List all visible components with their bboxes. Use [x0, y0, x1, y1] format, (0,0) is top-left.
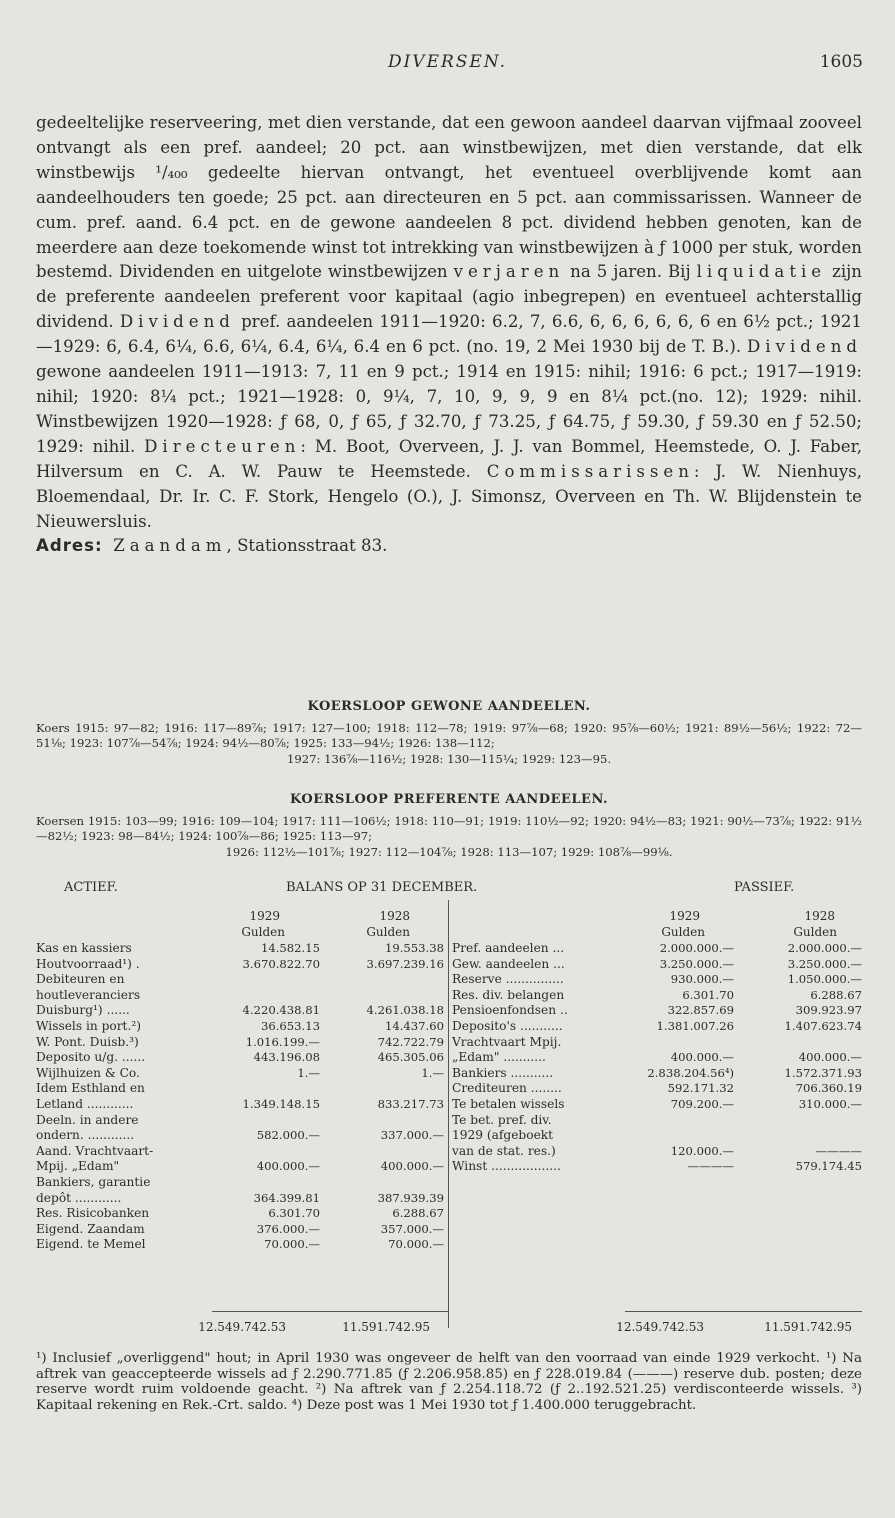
- passief-value-1929: 2.838.204.56⁴): [647, 1065, 734, 1080]
- actief-row: [36, 1144, 446, 1160]
- passief-value-1928: ————: [815, 1143, 862, 1158]
- actief-value-1929: 364.399.81: [253, 1190, 320, 1205]
- passief-row: [452, 1081, 862, 1097]
- actief-label: Duisburg¹) ......: [36, 1003, 130, 1018]
- actief-table: [36, 941, 446, 1253]
- actief-value-1928: 357.000.—: [380, 1221, 444, 1236]
- passief-value-1929: 1.381.007.26: [656, 1018, 734, 1033]
- actief-value-1928: 465.305.06: [377, 1050, 444, 1065]
- actief-label: Eigend. te Memel: [36, 1237, 146, 1252]
- actief-label: Deeln. in andere: [36, 1112, 139, 1127]
- actief-total-a: 12.549.742.53: [198, 1320, 286, 1334]
- actief-row: [36, 1113, 446, 1129]
- passief-value-1929: 3.250.000.—: [659, 956, 734, 971]
- koersloop-gewone-title: KOERSLOOP GEWONE AANDEELEN.: [307, 699, 591, 714]
- actief-value-1928: 4.261.038.18: [366, 1003, 444, 1018]
- koersloop-preferente: [36, 792, 862, 860]
- body-segment: : J. W. Nienhuys, Bloemendaal, Dr. Ir. C. F. Stork, Hengelo (O.), J. Simonsz, Overveen en Th. W. Blijdenstein te Nieuwersluis.: [36, 461, 862, 531]
- actief-value-1929: 70.000.—: [264, 1237, 320, 1252]
- actief-row: [36, 1081, 446, 1097]
- passief-value-1928: 400.000.—: [798, 1050, 862, 1065]
- passief-value-1928: 310.000.—: [798, 1096, 862, 1111]
- actief-label: Mpij. „Edam": [36, 1159, 120, 1174]
- body-paragraph: gedeeltelijke reserveering, met dien verstande, dat een gewoon aandeel daarvan vijfmaal zooveel ontvangt als een pref. aandeel; 20 pct. aan winstbewijzen, met dien verstande, dat elk winstbewijs ¹/₄₀₀ gedeelte hiervan ontvangt, het eventueel overblijvende komt aan aandeelhouders ten goede; 25 pct. aan directeuren en 5 pct. aan commissarissen. Wanneer de cum. pref. aand. 6.4 pct. en de gewone aandeelen 8 pct. dividend hebben genoten, kan de meerdere aan deze toekomende winst tot intrekking van winstbewijzen à ƒ 1000 per stuk, worden bestemd. Dividenden en uitgelote winstbewijzen verjaren na 5 jaren. Bij liquidatie zijn de preferente aandeelen preferent voor kapitaal (agio inbegrepen) en eventueel achterstallig dividend. Dividend pref. aandeelen 1911—1920: 6.2, 7, 6.6, 6, 6, 6, 6, 6, 6 en 6½ pct.; 1921—1929: 6, 6.4, 6¼, 6.6, 6¼, 6.4, 6¼, 6.4 en 6 pct. (no. 19, 2 Mei 1930 bij de T. B.). Dividend gewone aandeelen 1911—1913: 7, 11 en 9 pct.; 1914 en 1915: nihil; 1916: 6 pct.; 1917—1919: nihil; 1920: 8¼ pct.; 1921—1928: 0, 9¼, 7, 10, 9, 9, 9 en 8¼ pct.(no. 12); 1929: nihil. Winstbewijzen 1920—1928: ƒ 68, 0, ƒ 65, ƒ 32.70, ƒ 73.25, ƒ 64.75, ƒ 59.30, ƒ 59.30 en ƒ 52.50; 1929: nihil. Directeuren: M. Boot, Overveen, J. J. van Bommel, Heemstede, O. J. Faber, Hilversum en C. A. W. Pauw te Heemstede. Commissarissen: J. W. Nienhuys, Bloemendaal, Dr. Ir. C. F. Stork, Hengelo (O.), J. Simonsz, Overveen en Th. W. Blijdenstein te Nieuwersluis. Adres: Zaandam, Stationsstraat 83.: [36, 113, 862, 556]
- passief-total-b: 11.591.742.95: [764, 1320, 852, 1334]
- balance-title: BALANS OP 31 DECEMBER.: [286, 880, 478, 895]
- passief-row: [452, 988, 862, 1004]
- actief-label: depôt ............: [36, 1190, 122, 1205]
- actief-value-1928: 3.697.239.16: [366, 956, 444, 971]
- actief-value-1928: 833.217.73: [377, 1096, 444, 1111]
- passief-value-1929: 322.857.69: [667, 1003, 734, 1018]
- actief-row: [36, 1097, 446, 1113]
- actief-row: [36, 1222, 446, 1238]
- passief-value-1928: 6.288.67: [810, 987, 862, 1002]
- passief-label: Pensioenfondsen ..: [452, 1003, 568, 1018]
- actief-row: [36, 1175, 446, 1191]
- body-segment: : M. Boot, Overveen, J. J. van Bommel, Heemstede, O. J. Faber, Hilversum en C. A. W. Pauw te Heemstede.: [36, 436, 862, 481]
- body-segment: gewone aandeelen 1911—1913: 7, 11 en 9 pct.; 1914 en 1915: nihil; 1916: 6 pct.; 1917—1919: nihil; 1920: 8¼ pct.; 1921—1928: 0, 9¼, 7, 10, 9, 9, 9 en 8¼ pct.(no. 12); 1929: nihil. Winstbewijzen 1920—1928: ƒ 68, 0, ƒ 65, ƒ 32.70, ƒ 73.25, ƒ 64.75, ƒ 59.30, ƒ 59.30 en ƒ 52.50; 1929: nihil.: [36, 362, 862, 456]
- actief-row: [36, 1159, 446, 1175]
- passief-label: Pref. aandeelen ...: [452, 941, 565, 955]
- actief-label: Wijlhuizen & Co.: [36, 1065, 140, 1080]
- passief-value-1928: 3.250.000.—: [787, 956, 862, 971]
- koersloop-pref-title: KOERSLOOP PREFERENTE AANDEELEN.: [289, 792, 609, 807]
- body-segment: gedeeltelijke reserveering, met dien verstande, dat een gewoon aandeel daarvan vijfmaal zooveel ontvangt als een pref. aandeel; 20 pct. aan winstbewijzen, met dien verstande, dat elk winstbewijs ¹/₄₀₀ gedeelte hiervan ontvangt, het eventueel overblijvende komt aan aandeelhouders ten goede; 25 pct. aan directeuren en 5 pct. aan commissarissen. Wanneer de cum. pref. aand. 6.4 pct. en de gewone aandeelen 8 pct. dividend hebben genoten, kan de meerdere aan deze toekomende winst tot intrekking van winstbewijzen à ƒ 1000 per stuk, worden bestemd. Dividenden en uitgelote winstbewijzen: [36, 113, 862, 282]
- footnotes: ¹) Inclusief „overliggend" hout; in April 1930 was ongeveer de helft van den voorraad van einde 1929 verkocht. ¹) Na aftrek van geaccepteerde wissels ad ƒ 2.290.771.85 (ƒ 2.206.958.85) en ƒ 228.019.84 (———) reserve dub. posten; deze reserve wordt ruim voldoende geacht. ²) Na aftrek van ƒ 2.254.118.72 (ƒ 2..192.521.25) verdisconteerde wissels. ³) Kapitaal rekening en Rek.-Crt. saldo. ⁴) Deze post was 1 Mei 1930 tot ƒ 1.400.000 teruggebracht.: [36, 1351, 862, 1413]
- actief-value-1928: 742.722.79: [377, 1034, 444, 1049]
- address-street: Stationsstraat 83.: [237, 536, 388, 556]
- actief-total-rule: [212, 1311, 448, 1312]
- actief-row: [36, 1191, 446, 1207]
- body-segment: Dividend: [746, 337, 862, 357]
- koersloop-gewone-last: 1927: 136⅞—116½; 1928: 130—115¼; 1929: 123—95.: [286, 751, 612, 766]
- passief-value-1929: ————: [687, 1159, 734, 1174]
- passief-row: [452, 972, 862, 988]
- passief-row: [452, 1050, 862, 1066]
- actief-value-1929: 6.301.70: [268, 1206, 320, 1221]
- actief-label: Eigend. Zaandam: [36, 1221, 145, 1236]
- passief-label: Winst ..................: [452, 1159, 561, 1174]
- passief-table: [452, 941, 862, 1175]
- passief-label: 1929 (afgeboekt: [452, 1128, 554, 1143]
- actief-value-1929: 443.196.08: [253, 1050, 320, 1065]
- actief-value-1928: 19.553.38: [384, 941, 444, 955]
- passief-value-1929: 400.000.—: [670, 1050, 734, 1065]
- passief-label: Gew. aandeelen ...: [452, 956, 565, 971]
- actief-row: [36, 1019, 446, 1035]
- passief-label: Reserve ...............: [452, 972, 564, 987]
- actief-year-b: 1928: [379, 909, 410, 923]
- passief-value-1929: 592.171.32: [667, 1081, 734, 1096]
- actief-value-1928: 400.000.—: [380, 1159, 444, 1174]
- actief-label: Houtvoorraad¹) .: [36, 956, 140, 971]
- body-segment: verjaren: [453, 262, 565, 282]
- passief-row: [452, 1159, 862, 1175]
- passief-row: [452, 1144, 862, 1160]
- passief-label: van de stat. res.): [452, 1143, 556, 1158]
- passief-label: „Edam" ...........: [452, 1050, 546, 1065]
- passief-label: Te betalen wissels: [452, 1096, 565, 1111]
- actief-row: [36, 1035, 446, 1051]
- actief-label: ACTIEF.: [64, 880, 118, 895]
- passief-row: [452, 1003, 862, 1019]
- actief-row: [36, 988, 446, 1004]
- passief-label: Res. div. belangen: [452, 987, 565, 1002]
- passief-value-1928: 2.000.000.—: [787, 941, 862, 955]
- actief-value-1929: 1.016.199.—: [245, 1034, 320, 1049]
- address-label: Adres:: [36, 536, 103, 556]
- passief-value-1929: 6.301.70: [682, 987, 734, 1002]
- passief-value-1929: 930.000.—: [670, 972, 734, 987]
- passief-label: Deposito's ...........: [452, 1018, 563, 1033]
- passief-row: [452, 957, 862, 973]
- koersloop-pref-last: 1926: 112½—101⅞; 1927: 112—104⅞; 1928: 113—107; 1929: 108⅞—99⅛.: [225, 844, 673, 859]
- actief-value-1928: 70.000.—: [388, 1237, 444, 1252]
- passief-year-b: 1928: [804, 909, 835, 923]
- koersloop-pref-text: Koersen 1915: 103—99; 1916: 109—104; 1917: 111—106½; 1918: 110—91; 1919: 110½—92; 1920: 94½—83; 1921: 90½—73⅞; 1922: 91½—82½; 1923: 98—84½; 1924: 100⅞—86; 1925: 113—97;: [36, 813, 862, 844]
- running-title: DIVERSEN.: [387, 52, 508, 72]
- actief-row: [36, 1003, 446, 1019]
- actief-value-1929: 3.670.822.70: [242, 956, 320, 971]
- passief-value-1929: 2.000.000.—: [659, 941, 734, 955]
- actief-total-b: 11.591.742.95: [342, 1320, 430, 1334]
- actief-label: houtleveranciers: [36, 987, 141, 1002]
- actief-row: [36, 1206, 446, 1222]
- passief-row: [452, 1097, 862, 1113]
- passief-label: Crediteuren ........: [452, 1081, 562, 1096]
- actief-label: Deposito u/g. ......: [36, 1050, 146, 1065]
- actief-row: [36, 972, 446, 988]
- page-number: 1605: [819, 52, 863, 72]
- actief-value-1929: 14.582.15: [260, 941, 320, 955]
- body-segment: Directeuren: [144, 436, 301, 456]
- body-segment: Dividend: [119, 312, 235, 332]
- actief-value-1928: 337.000.—: [380, 1128, 444, 1143]
- passief-value-1928: 706.360.19: [795, 1081, 862, 1096]
- actief-value-1928: 387.939.39: [377, 1190, 444, 1205]
- actief-row: [36, 941, 446, 957]
- passief-label: Bankiers ...........: [452, 1065, 554, 1080]
- passief-unit-b: Gulden: [793, 925, 837, 939]
- actief-row: [36, 1128, 446, 1144]
- passief-unit-a: Gulden: [661, 925, 705, 939]
- actief-label: Wissels in port.²): [36, 1018, 141, 1033]
- actief-row: [36, 957, 446, 973]
- actief-label: Bankiers, garantie: [36, 1174, 151, 1189]
- actief-label: ondern. ............: [36, 1128, 135, 1143]
- actief-unit-b: Gulden: [366, 925, 410, 939]
- passief-total-rule: [625, 1311, 862, 1312]
- balance-divider: [448, 900, 449, 1328]
- actief-label: Letland ............: [36, 1096, 134, 1111]
- actief-value-1928: 6.288.67: [392, 1206, 444, 1221]
- passief-value-1928: 309.923.97: [795, 1003, 862, 1018]
- passief-row: [452, 1128, 862, 1144]
- passief-value-1929: 709.200.—: [670, 1096, 734, 1111]
- passief-row: [452, 1035, 862, 1051]
- actief-row: [36, 1237, 446, 1253]
- passief-value-1928: 1.050.000.—: [787, 972, 862, 987]
- actief-value-1929: 376.000.—: [256, 1221, 320, 1236]
- passief-value-1928: 1.407.623.74: [784, 1018, 862, 1033]
- actief-label: W. Pont. Duisb.³): [36, 1034, 139, 1049]
- actief-label: Res. Risicobanken: [36, 1206, 150, 1221]
- actief-value-1929: 36.653.13: [260, 1018, 320, 1033]
- actief-label: Kas en kassiers: [36, 941, 132, 955]
- actief-year-a: 1929: [249, 909, 280, 923]
- passief-total-a: 12.549.742.53: [616, 1320, 704, 1334]
- actief-label: Idem Esthland en: [36, 1081, 145, 1096]
- passief-label: PASSIEF.: [734, 880, 795, 895]
- koersloop-gewone: [36, 699, 862, 767]
- actief-row: [36, 1050, 446, 1066]
- actief-label: Aand. Vrachtvaart-: [36, 1143, 154, 1158]
- passief-row: [452, 941, 862, 957]
- actief-value-1929: 582.000.—: [256, 1128, 320, 1143]
- koersloop-gewone-text: Koers 1915: 97—82; 1916: 117—89⅞; 1917: 127—100; 1918: 112—78; 1919: 97⅞—68; 1920: 95⅞—60½; 1921: 89½—56½; 1922: 72—51⅛; 1923: 107⅞—54⅞; 1924: 94½—80⅞; 1925: 133—94½; 1926: 138—112;: [36, 720, 862, 751]
- actief-label: Debiteuren en: [36, 972, 125, 987]
- passief-label: Te bet. pref. div.: [452, 1112, 552, 1127]
- address-city: Zaandam: [113, 536, 227, 556]
- passief-value-1929: 120.000.—: [670, 1143, 734, 1158]
- passief-label: Vrachtvaart Mpij.: [452, 1034, 562, 1049]
- body-segment: liquidatie: [696, 262, 827, 282]
- actief-value-1929: 4.220.438.81: [242, 1003, 320, 1018]
- body-segment: pref. aandeelen 1911—1920: 6.2, 7, 6.6, 6, 6, 6, 6, 6, 6 en 6½ pct.; 1921—1929: 6, 6.4, 6¼, 6.6, 6¼, 6.4, 6¼, 6.4 en 6 pct. (no. 19, 2 Mei 1930 bij de T. B.).: [36, 312, 862, 357]
- body-segment: Commissarissen: [486, 461, 694, 481]
- passief-row: [452, 1113, 862, 1129]
- actief-unit-a: Gulden: [241, 925, 285, 939]
- actief-value-1929: 1.—: [297, 1065, 320, 1080]
- body-segment: zijn de preferente aandeelen preferent voor kapitaal (agio inbegrepen) en eventueel achterstallig dividend.: [36, 262, 862, 332]
- passief-value-1928: 579.174.45: [795, 1159, 862, 1174]
- actief-value-1928: 14.437.60: [384, 1018, 444, 1033]
- passief-value-1928: 1.572.371.93: [784, 1065, 862, 1080]
- passief-row: [452, 1066, 862, 1082]
- actief-value-1928: 1.—: [421, 1065, 444, 1080]
- passief-year-a: 1929: [669, 909, 700, 923]
- passief-row: [452, 1019, 862, 1035]
- actief-value-1929: 1.349.148.15: [242, 1096, 320, 1111]
- actief-value-1929: 400.000.—: [256, 1159, 320, 1174]
- body-segment: na 5 jaren. Bij: [564, 262, 697, 282]
- actief-row: [36, 1066, 446, 1082]
